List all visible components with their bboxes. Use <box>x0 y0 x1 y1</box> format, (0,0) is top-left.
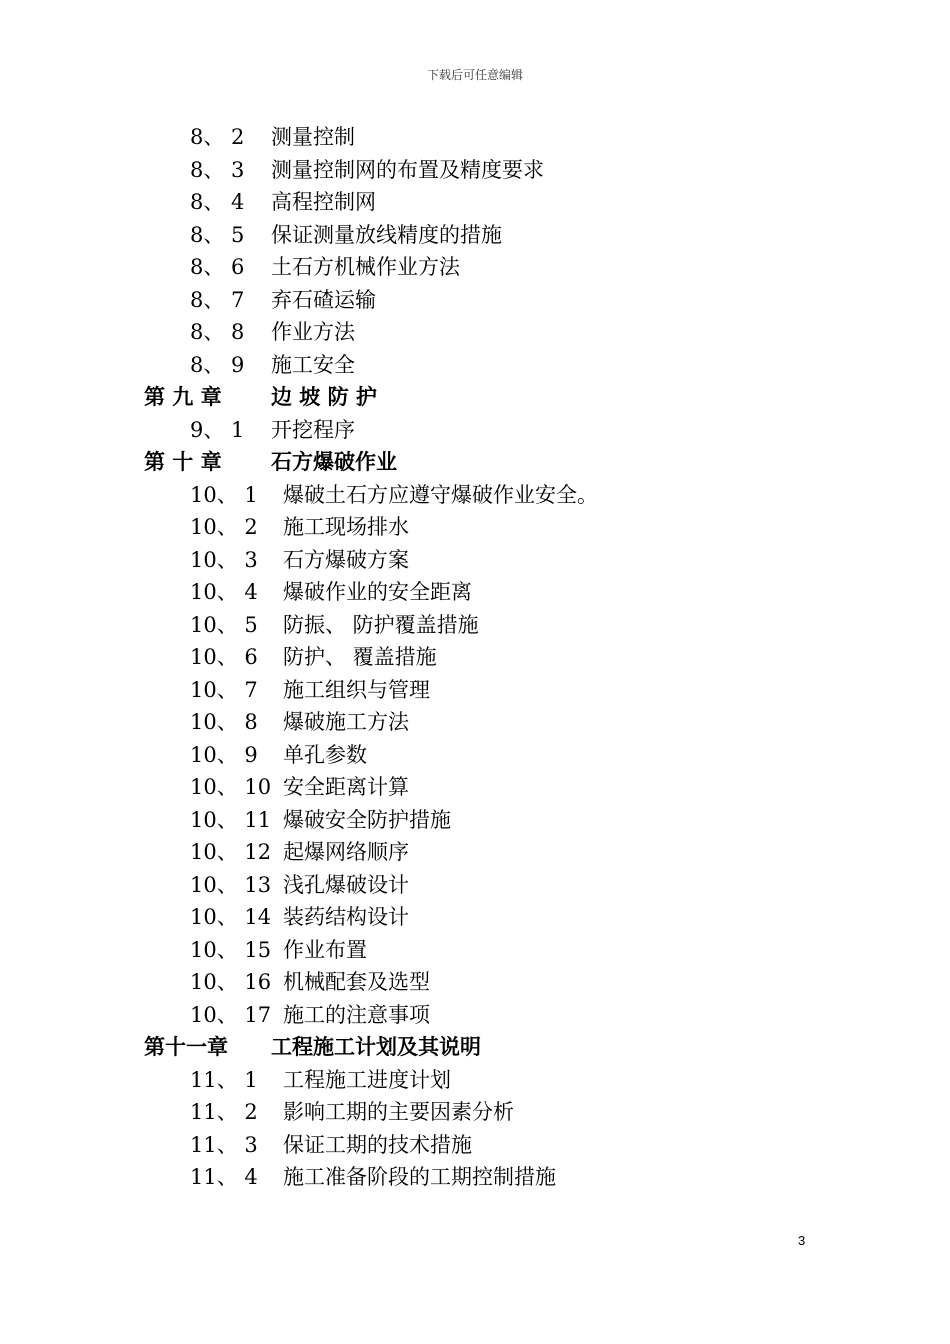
toc-number: 第十一章 <box>144 1035 228 1059</box>
toc-entry-row <box>0 479 950 512</box>
page-number: 3 <box>798 1233 806 1248</box>
toc-entry-row <box>0 934 950 967</box>
toc-entry-row <box>0 836 950 869</box>
toc-title: 浅孔爆破设计 <box>283 872 409 897</box>
toc-chapter-row <box>0 1031 950 1064</box>
toc-entry-row <box>0 706 950 739</box>
toc-number: 11、 2 <box>190 1100 258 1124</box>
toc-number: 10、 3 <box>190 547 258 572</box>
toc-entry-row <box>0 284 950 317</box>
toc-title: 起爆网络顺序 <box>283 840 409 864</box>
toc-title: 爆破土石方应遵守爆破作业安全。 <box>283 482 598 507</box>
toc-number: 10、 14 <box>190 905 272 929</box>
toc-title: 开挖程序 <box>271 417 355 442</box>
toc-entry-row <box>0 999 950 1032</box>
toc-title: 边 坡 防 护 <box>271 385 377 409</box>
page-header: 下载后可任意编辑 <box>426 68 523 82</box>
toc-title: 作业布置 <box>283 937 367 962</box>
toc-title: 弃石碴运输 <box>271 287 376 312</box>
toc-title: 施工现场排水 <box>283 515 409 539</box>
toc-number: 10、 11 <box>190 807 272 832</box>
toc-entry-row <box>0 1129 950 1162</box>
toc-entry-row <box>0 869 950 902</box>
toc-entry-row <box>0 804 950 837</box>
toc-entry-row <box>0 121 950 154</box>
toc-title: 测量控制网的布置及精度要求 <box>271 157 544 182</box>
toc-title: 单孔参数 <box>283 742 367 767</box>
toc-title: 防振、 防护覆盖措施 <box>283 612 479 637</box>
toc-number: 第 九 章 <box>144 385 222 409</box>
toc-title: 影响工期的主要因素分析 <box>283 1100 514 1124</box>
toc-entry-row <box>0 349 950 382</box>
toc-title: 测量控制 <box>271 125 355 149</box>
toc-number: 10、 9 <box>190 742 258 767</box>
toc-title: 石方爆破作业 <box>271 450 397 474</box>
toc-entry-row <box>0 219 950 252</box>
toc-number: 10、 15 <box>190 937 272 962</box>
toc-number: 10、 1 <box>190 482 258 507</box>
toc-title: 土石方机械作业方法 <box>271 255 460 279</box>
toc-title: 防护、 覆盖措施 <box>283 645 437 669</box>
toc-chapter-row <box>0 381 950 414</box>
toc-number: 10、 16 <box>190 970 272 994</box>
toc-number: 8、 4 <box>190 190 245 214</box>
toc-chapter-row <box>0 446 950 479</box>
toc-number: 10、 13 <box>190 872 272 897</box>
toc-number: 第 十 章 <box>144 450 222 474</box>
toc-entry-row <box>0 1064 950 1097</box>
toc-entry-row <box>0 641 950 674</box>
toc-title: 工程施工进度计划 <box>283 1067 451 1092</box>
toc-number: 10、 6 <box>190 645 258 669</box>
toc-entry-row <box>0 1161 950 1194</box>
toc-number: 10、 2 <box>190 515 258 539</box>
toc-title: 施工安全 <box>271 352 355 377</box>
toc-title: 石方爆破方案 <box>283 547 409 572</box>
toc-number: 10、 7 <box>190 677 258 702</box>
toc-entry-row <box>0 414 950 447</box>
toc-number: 8、 7 <box>190 287 245 312</box>
toc-number: 10、 8 <box>190 710 258 734</box>
toc-number: 10、 10 <box>190 775 272 799</box>
toc-number: 8、 9 <box>190 352 245 377</box>
toc-title: 高程控制网 <box>271 190 376 214</box>
toc-number: 8、 8 <box>190 320 245 344</box>
toc-title: 安全距离计算 <box>283 775 409 799</box>
toc-title: 爆破安全防护措施 <box>283 807 451 832</box>
toc-entry-row <box>0 511 950 544</box>
toc-title: 工程施工计划及其说明 <box>271 1035 481 1059</box>
toc-entry-row <box>0 674 950 707</box>
toc-number: 11、 3 <box>190 1132 258 1157</box>
toc-number: 11、 4 <box>190 1165 258 1189</box>
toc-entry-row <box>0 901 950 934</box>
toc-number: 8、 5 <box>190 222 245 247</box>
toc-title: 施工组织与管理 <box>283 677 430 702</box>
toc-entry-row <box>0 316 950 349</box>
toc-title: 爆破施工方法 <box>283 710 409 734</box>
toc-title: 施工准备阶段的工期控制措施 <box>283 1165 556 1189</box>
toc-entry-row <box>0 544 950 577</box>
toc-entry-row <box>0 186 950 219</box>
toc-entry-row <box>0 154 950 187</box>
toc-title: 保证工期的技术措施 <box>283 1132 472 1157</box>
toc-number: 11、 1 <box>190 1067 258 1092</box>
toc-number: 10、 4 <box>190 580 258 604</box>
toc-title: 作业方法 <box>271 320 355 344</box>
toc-entry-row <box>0 771 950 804</box>
toc-entry-row <box>0 739 950 772</box>
toc-title: 爆破作业的安全距离 <box>283 580 472 604</box>
toc-number: 8、 3 <box>190 157 245 182</box>
table-of-contents <box>0 121 950 1194</box>
toc-number: 10、 17 <box>190 1002 272 1027</box>
toc-title: 装药结构设计 <box>283 905 409 929</box>
toc-entry-row <box>0 576 950 609</box>
toc-entry-row <box>0 609 950 642</box>
toc-number: 9、 1 <box>190 417 245 442</box>
toc-entry-row <box>0 251 950 284</box>
toc-number: 10、 12 <box>190 840 272 864</box>
toc-number: 8、 6 <box>190 255 245 279</box>
toc-number: 8、 2 <box>190 125 245 149</box>
toc-entry-row <box>0 1096 950 1129</box>
toc-title: 机械配套及选型 <box>283 970 430 994</box>
toc-title: 施工的注意事项 <box>283 1002 430 1027</box>
toc-title: 保证测量放线精度的措施 <box>271 222 502 247</box>
toc-number: 10、 5 <box>190 612 258 637</box>
toc-entry-row <box>0 966 950 999</box>
